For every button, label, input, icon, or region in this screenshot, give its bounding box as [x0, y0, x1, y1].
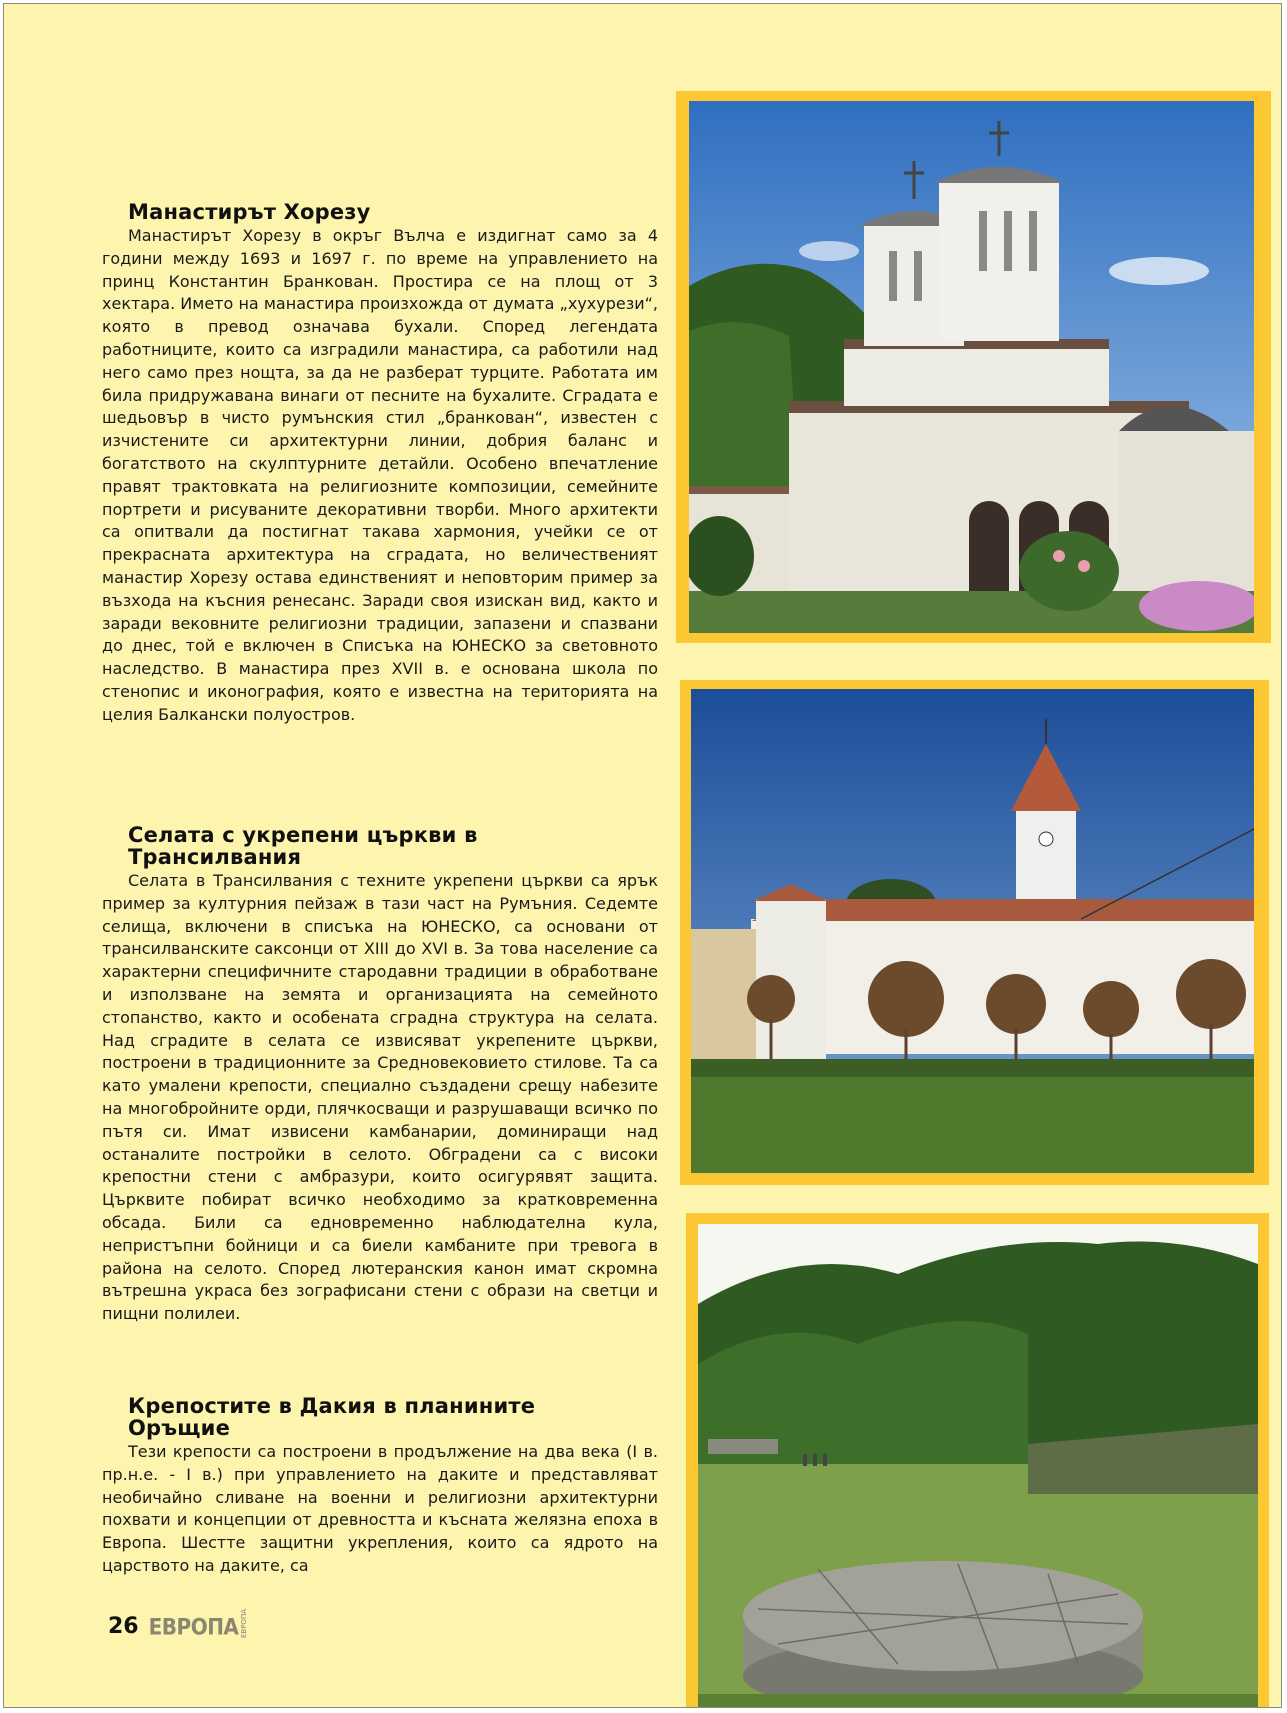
section-title-dacia: Крепостите в Дакия в планините Оръщие	[128, 1394, 536, 1440]
article-dacia	[102, 1395, 658, 1578]
magazine-brand-side: ЕВРОПА	[240, 1608, 249, 1638]
dacian-fortress-ruins-photo	[686, 1213, 1269, 1708]
article-transylvania	[102, 824, 658, 1326]
section-body-horezu: Манастирът Хорезу в окръг Вълча е издигнат само за 4 години между 1693 и 1697 г. по време на управлението на принц Константин Бранкован. Простира се на площ от 3 хектара. Името на манастира произхожда от думата „хухурези“, която в превод означава бухали. Според легендата работниците, които са изградили манастира, са работили над него само през нощта, за да не разберат турците. Работата им била придружавана винаги от песните на бухалите. Сградата е шедьовър в чисто румънския стил „бранкован“, известен с изчистените си архитектурни линии, добрия баланс и богатството на скулптурните детайли. Особено впечатление правят трактовката на религиозните композиции, семейните портрети и рисуваните декоративни творби. Много архитекти са опитвали да постигнат такава хармония, учейки се от прекрасната архитектура на сградата, но величественият манастир Хорезу остава единственият и неповторим пример за възхода на късния ренесанс. Заради своя изискан вид, както и заради вековните религиозни традиции, запазени и спазвани до днес, той е включен в Списъка на ЮНЕСКО за световното наследство. В манастира през XVII в. е основана школа по стенопис и иконография, която е известна на територията на целия Балкански полуостров.	[102, 226, 658, 724]
horezu-monastery-photo	[676, 91, 1271, 643]
fortified-church-photo	[680, 680, 1269, 1185]
magazine-brand: ЕВРОПА	[148, 1613, 239, 1641]
section-body-dacia: Тези крепости са построени в продължение на два века (I в. пр.н.е. - I в.) при управлението на даките и представляват необичайно сливане на военни и религиозни архитектурни похвати и концепции от древността и късната желязна епоха в Европа. Шестте защитни укрепления, които са ядрото на царството на даките, са	[102, 1442, 658, 1575]
section-title-horezu: Манастирът Хорезу	[128, 200, 371, 224]
section-title-transylvania: Селата с укрепени църкви в Трансилвания	[128, 823, 478, 869]
article-horezu	[102, 201, 658, 727]
magazine-page	[3, 3, 1282, 1708]
section-body-transylvania: Селата в Трансилвания с техните укрепени църкви са ярък пример за културния пейзаж в тази част на Румъния. Седемте селища, включени в списъка на ЮНЕСКО, са основани от трансилванските саксонци от XIII до XVI в. За това население са характерни специфичните стародавни традиции в обработване и използване на земята и организацията на семейното стопанство, както и особената сградна структура на селата. Над сградите в селата се извисяват укрепените църкви, построени в традиционните за Средновековието стилове. Та са като умалени крепости, специално създадени срещу набезите на многобройните орди, плячкосващи и разрушаващи всичко по пътя си. Имат извисени камбанарии, доминиращи над останалите постройки в селото. Обградени са с високи крепостни стени с амбразури, които осигурявят защита. Църквите побират всичко необходимо за кратковременна обсада. Били са едновременно наблюдателна кула, непристъпни бойници и са биели камбаните при тревога в района на селото. Според лютеранския канон имат скромна вътрешна украса без зографисани стени с образи на светци и пищни полилеи.	[102, 871, 658, 1324]
page-footer	[108, 1608, 248, 1640]
page-number: 26	[108, 1614, 139, 1639]
